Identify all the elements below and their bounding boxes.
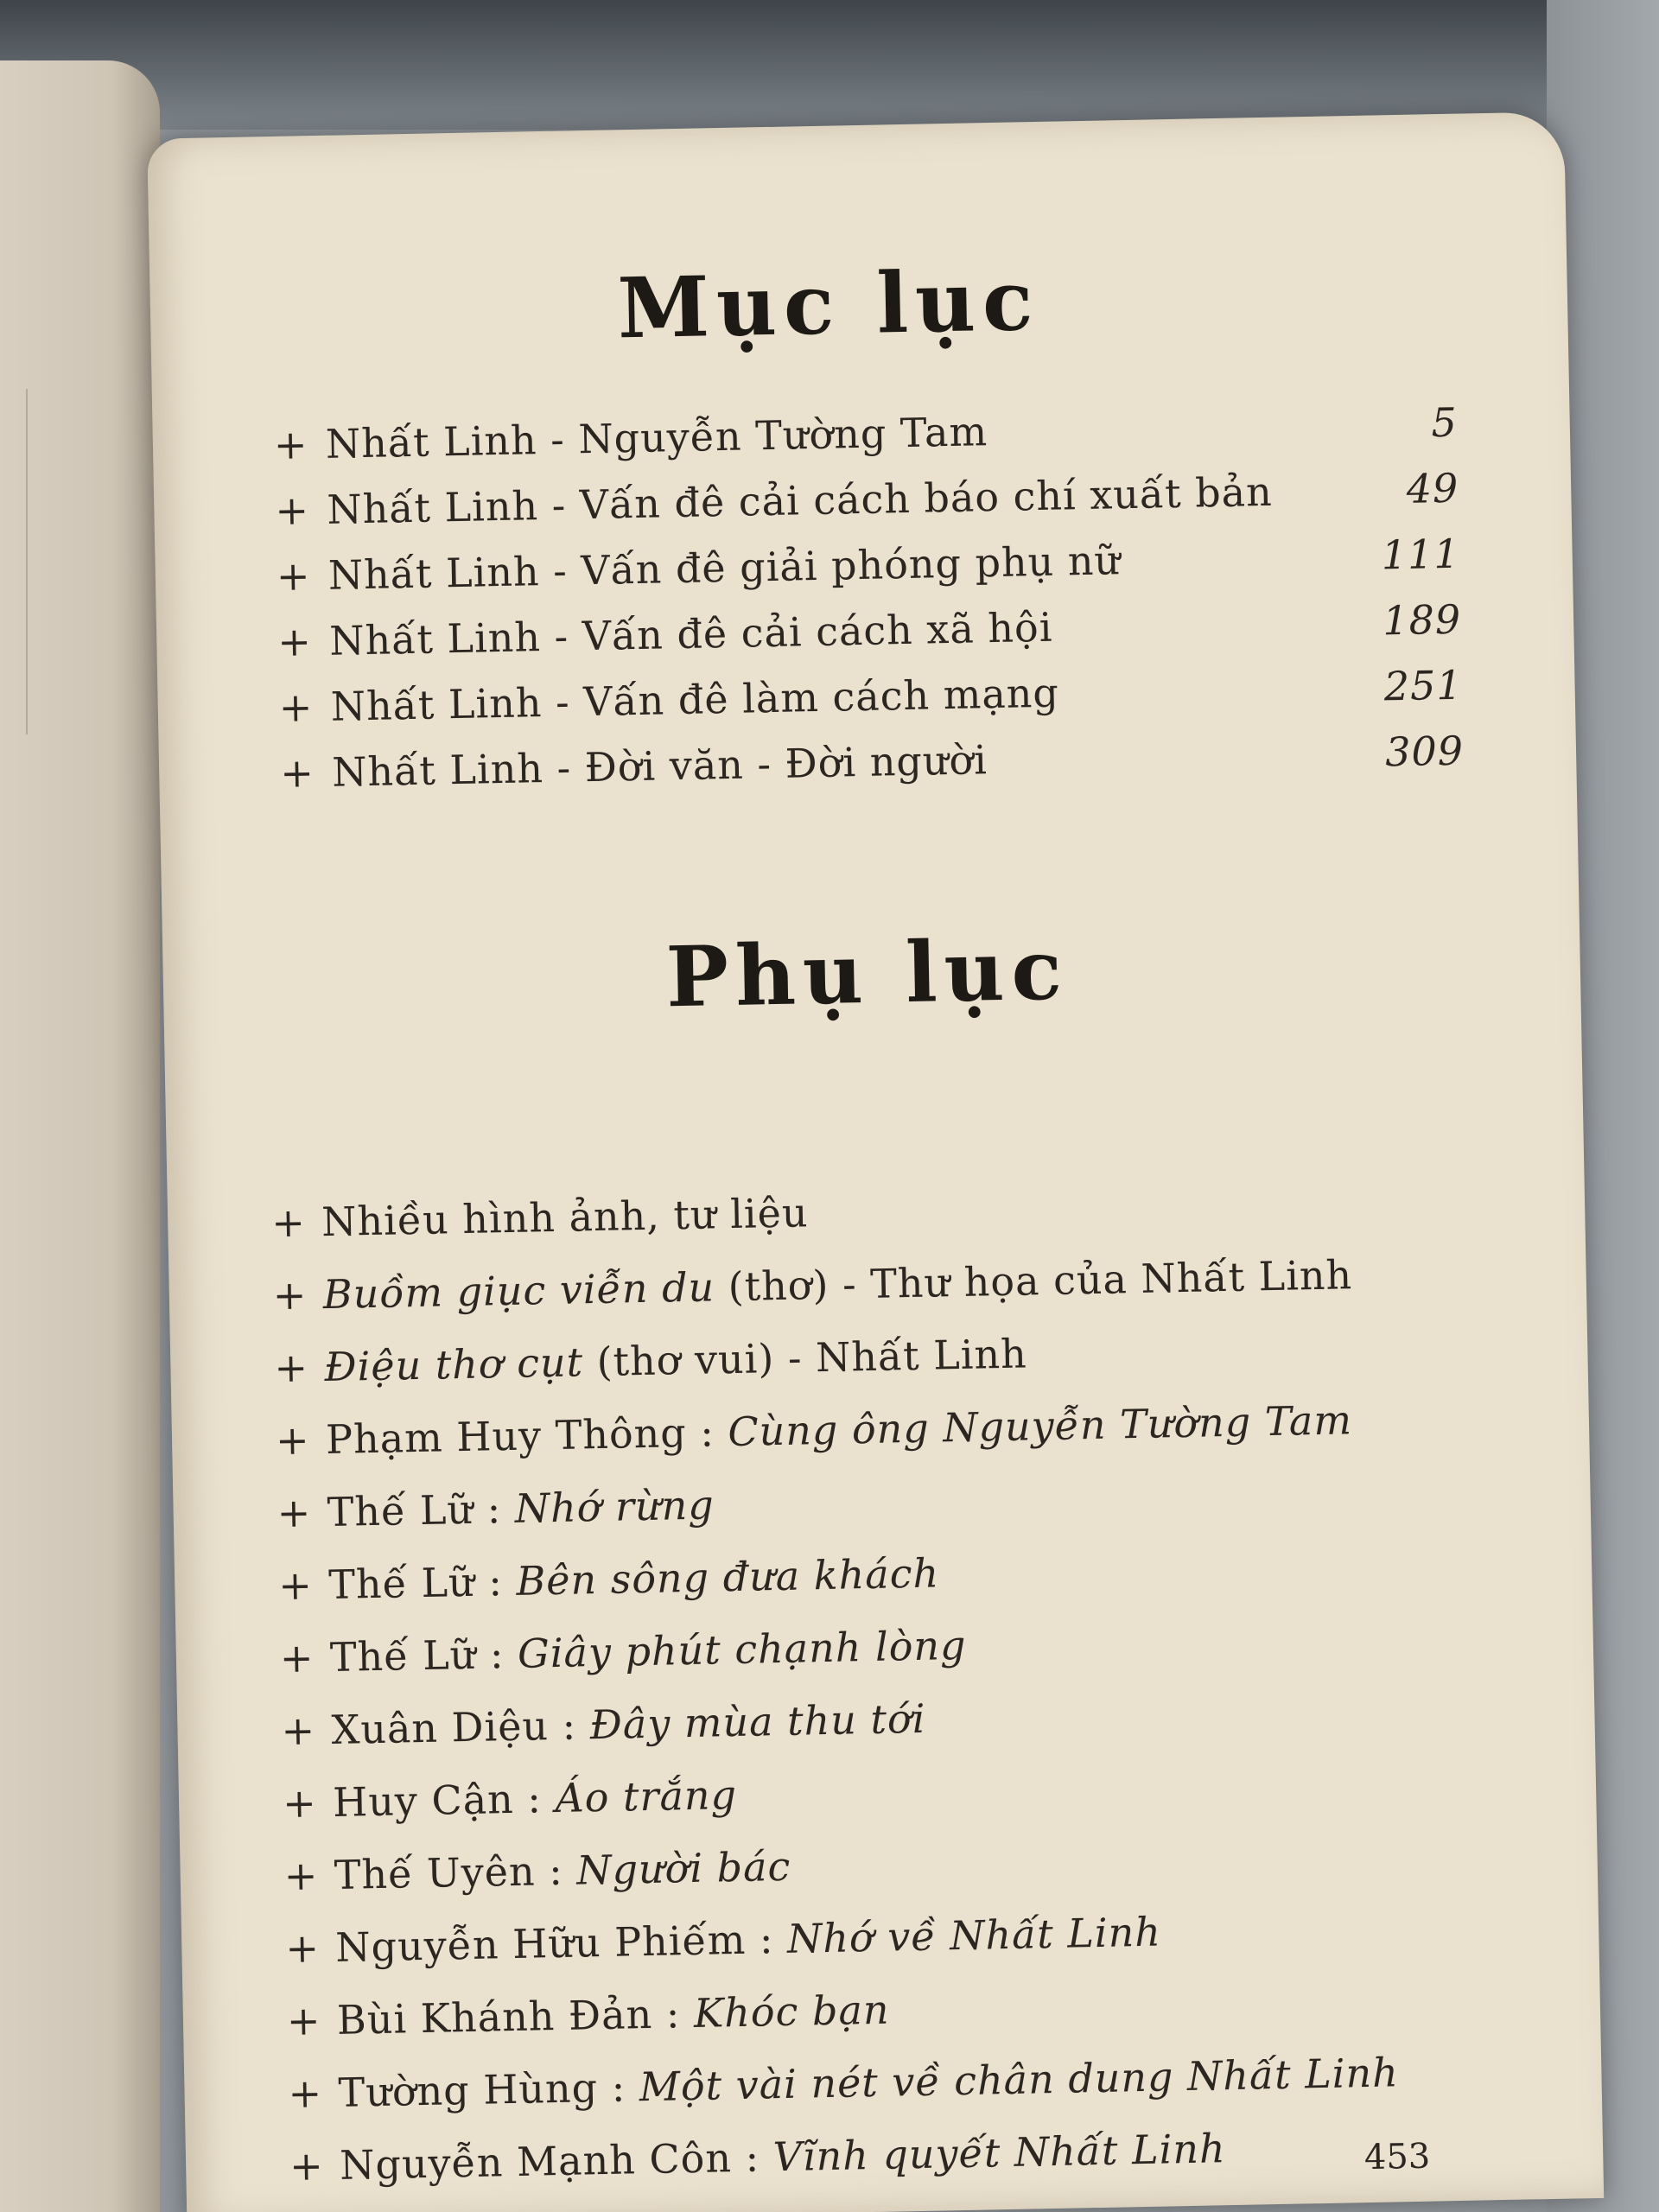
appendix-entry-work: Nhớ về Nhất Linh (786, 1908, 1162, 1962)
bullet: + (272, 1271, 308, 1319)
toc-entry-title: Nhất Linh - Đời văn - Đời người (331, 736, 988, 796)
bullet: + (282, 1779, 318, 1827)
appendix-entry-author: Tường Hùng : (338, 2063, 640, 2116)
toc-entry-page: 49 (1406, 464, 1459, 512)
appendix-entry-author: Thế Lữ : (329, 1630, 518, 1681)
appendix-entry-author: Thế Lữ : (327, 1484, 516, 1536)
appendix-entry-work: Khóc bạn (693, 1986, 890, 2037)
appendix-entry-work: Điệu thơ cụt (323, 1338, 584, 1391)
toc-heading: Mục lục (616, 251, 1041, 358)
appendix-entry-work: Nhớ rừng (514, 1481, 715, 1532)
appendix-entry-author: Xuân Diệu : (331, 1701, 591, 1753)
page-number: 453 (1363, 2136, 1431, 2178)
bullet: + (279, 749, 315, 797)
bullet: + (289, 2142, 325, 2190)
bullet: + (281, 1707, 316, 1755)
bullet: + (284, 1924, 321, 1973)
appendix-entry-work: Bên sông đưa khách (515, 1549, 940, 1605)
appendix-entry-work: Giây phút chạnh lòng (517, 1621, 967, 1677)
appendix-entry-work: Người bác (575, 1842, 791, 1894)
binding-edge (26, 389, 62, 734)
toc-entry-page: 309 (1384, 727, 1465, 776)
appendix-entry-author: Phạm Huy Thông : (325, 1408, 728, 1464)
appendix-entry-note: (thơ) - Thư họa của Nhất Linh (714, 1251, 1353, 1311)
book-page (147, 111, 1604, 2212)
appendix-entry-work: Đây mùa thu tới (589, 1694, 926, 1749)
bullet: + (279, 1634, 315, 1682)
bullet: + (270, 1198, 307, 1247)
bullet: + (276, 1489, 312, 1537)
appendix-entry-work: Cùng ông Nguyễn Tường Tam (727, 1396, 1353, 1456)
bullet: + (286, 1997, 322, 2045)
bullet: + (278, 683, 314, 731)
toc-entry-title: Nhất Linh - Nguyễn Tường Tam (325, 408, 988, 467)
toc-entry-page: 5 (1430, 398, 1459, 447)
bullet: + (273, 1344, 309, 1392)
bullet: + (276, 618, 313, 665)
toc-entry-page: 111 (1381, 530, 1461, 579)
toc-entry-page: 189 (1382, 595, 1462, 645)
toc-entry-title: Nhất Linh - Vấn đê làm cách mạng (330, 669, 1060, 730)
appendix-entry-author: Thế Uyên : (334, 1847, 577, 1898)
background-desk (0, 0, 1659, 130)
appendix-entry-author: Nhiều hình ảnh, tư liệu (321, 1189, 809, 1246)
toc-entry-title: Nhất Linh - Vấn đê cải cách báo chí xuất bản (326, 467, 1274, 533)
appendix-entry-work: Buồm giục viễn du (322, 1263, 715, 1319)
bullet: + (283, 1852, 319, 1900)
appendix-entry-author: Thế Lữ : (327, 1557, 517, 1609)
bullet: + (288, 2069, 323, 2118)
appendix-heading: Phụ lục (664, 920, 1070, 1027)
appendix-entry-author: Nguyễn Hữu Phiếm : (334, 1915, 788, 1971)
toc-entry-title: Nhất Linh - Vấn đê cải cách xã hội (328, 603, 1053, 664)
appendix-entry-work: Một vài nét về chân dung Nhất Linh (639, 2049, 1400, 2111)
appendix-entry-author: Nguyễn Mạnh Côn : (339, 2133, 774, 2189)
toc-entry-title: Nhất Linh - Vấn đê giải phóng phụ nữ (327, 537, 1122, 599)
bullet: + (273, 421, 309, 468)
appendix-entry-author: Bùi Khánh Đản : (336, 1989, 695, 2044)
bullet: + (276, 552, 311, 600)
appendix-entry-note: (thơ vui) - Nhất Linh (582, 1330, 1028, 1386)
appendix-entry-work: Áo trắng (554, 1770, 738, 1822)
bullet: + (275, 1416, 311, 1465)
appendix-entry-author: Huy Cận : (332, 1775, 556, 1826)
toc-entry-page: 251 (1383, 661, 1464, 710)
appendix-entry-work: Vĩnh quyết Nhất Linh (772, 2125, 1227, 2181)
toc-list (273, 399, 1465, 816)
bullet: + (277, 1561, 314, 1610)
left-page (0, 60, 160, 2212)
appendix-list (271, 1176, 1500, 2212)
bullet: + (274, 486, 310, 534)
